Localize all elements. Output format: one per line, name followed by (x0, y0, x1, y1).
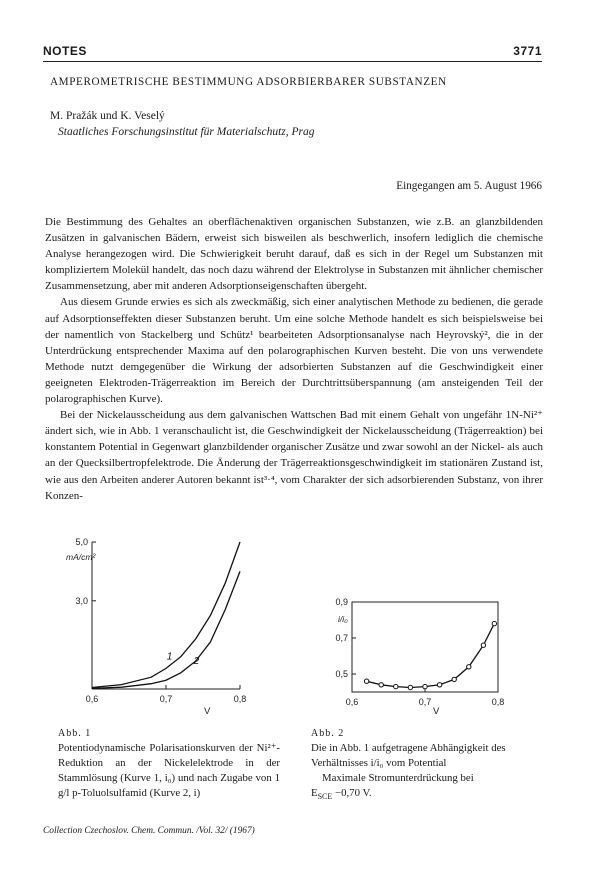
header-rule (43, 61, 542, 62)
potential-value: −0,70 V. (332, 787, 372, 799)
series-line (92, 542, 240, 688)
potential-subscript: SCE (317, 792, 333, 802)
figure-1-plot (66, 537, 246, 717)
paragraph-2: Aus diesem Grunde erwies es sich als zweckmäßig, sich einer analytischen Methode zu bedienen, die gerade auf Adsorptionseffekten dieser Substanzen beruht. Um eine solche Methode handelt es sich beispielsweise bei der namentlich von Stackelberg und Schütz¹ bearbeiteten Adsorptionsanalyse nach Heyrovský², die in der Unterdrückung entsprechender Maxima auf den polarographischen Kurven besteht. Die von uns verwendete Methode nutzt demgegenüber die Wirkung der adsorbierten Substanzen auf die Geschwindigkeit einer geeigneten Elektroden-Trägerreaktion im Bereich der Durchtrittsüberspannung (am ansteigenden Teil der polarographischen Kurve). (45, 296, 543, 406)
data-point (467, 665, 471, 669)
x-axis-label: V (204, 706, 211, 717)
y-axis-label: i/i₀ (338, 614, 348, 624)
figure-2-chart (318, 594, 528, 724)
x-tick-label: 0,7 (418, 697, 432, 707)
data-point (492, 621, 496, 625)
article-title: AMPEROMETRISCHE BESTIMMUNG ADSORBIERBARER SUBSTANZEN (50, 76, 447, 88)
y-tick-label: 0,5 (335, 669, 348, 679)
article-body (45, 214, 543, 504)
figure-1-label: Abb. 1 (58, 728, 92, 739)
x-tick-label: 0,8 (233, 694, 247, 704)
data-point (364, 679, 368, 683)
figure-2-caption-line2: Maximale Stromunterdrückung bei (322, 772, 474, 784)
series-label: 2 (193, 656, 200, 668)
data-point (481, 643, 485, 647)
data-point (379, 683, 383, 687)
paragraph-1: Die Bestimmung des Gehaltes an oberflächenaktiven organischen Substanzen, wie z.B. an glanzbildenden Zusätzen in galvanischen Bädern, erweist sich bisweilen als beschwerlich, insofern lediglich die chemische Analyse herangezogen wird. Die Schwierigkeit beruht darauf, daß es sich in der Regel um Substanzen mit kompliziertem Molekül handelt, das noch dazu während der Elektrolyse in Substanzen mit ähnlicher chemischer Zusammensetzung, aber mit anderen Adsorptionseigenschaften übergeht. (45, 216, 543, 293)
section-heading: NOTES (43, 44, 87, 58)
figure-2-caption: Die in Abb. 1 aufgetragene Abhängigkeit des Verhältnisses i/i₀ vom Potential (311, 742, 506, 769)
data-point (437, 683, 441, 687)
figure-1-chart (44, 532, 254, 722)
data-point (423, 684, 427, 688)
series-label: 1 (166, 651, 173, 663)
y-tick-label: 0,9 (335, 597, 348, 607)
figure-2-label: Abb. 2 (311, 728, 345, 739)
figure-1-caption: Potentiodynamische Polarisationskurven der Ni²⁺-Reduktion an der Nickelelektrode in der Stammlösung (Kurve 1, i₀) und nach Zugabe von 1 g/l p-Toluolsulfamid (Kurve 2, i) (58, 742, 280, 799)
figure-2-plot (335, 597, 504, 717)
journal-citation: Collection Czechoslov. Chem. Commun. /Vol. 32/ (1967) (43, 826, 255, 836)
series-line (367, 624, 495, 688)
received-date: Eingegangen am 5. August 1966 (396, 180, 542, 192)
data-point (394, 684, 398, 688)
potential-symbol: E (311, 787, 318, 799)
data-point (408, 685, 412, 689)
figure-2-frame (352, 602, 498, 692)
article-institution: Staatliches Forschungsinstitut für Materialschutz, Prag (58, 126, 315, 138)
paragraph-3: Bei der Nickelausscheidung aus dem galvanischen Wattschen Bad mit einem Gehalt von ungefähr 1N-Ni²⁺ ändert sich, wie in Abb. 1 veranschaulicht ist, die Geschwindigkeit der Nickelausscheidung (Trägerreaktion) bei konstantem Potential in Gegenwart glanzbildender organischer Zusätze und zwar sowohl an der Nickel- als auch an der Quecksilbertropfelektrode. Die Änderung der Trägerreaktionsgeschwindigkeit im stationären Zustand ist, wie aus den Arbeiten anderer Autoren bekannt ist³·⁴, vom Charakter der sich adsorbierenden Substanz, von ihrer Konzen- (45, 409, 543, 502)
y-tick-label: 3,0 (75, 595, 88, 606)
x-tick-label: 0,6 (85, 694, 99, 704)
data-point (452, 677, 456, 681)
page-number: 3771 (513, 44, 542, 58)
series-line (92, 571, 240, 688)
y-axis-label: mA/cm² (66, 552, 96, 562)
y-tick-label: 5,0 (75, 537, 88, 547)
x-axis-label: V (433, 706, 440, 717)
article-authors: M. Pražák und K. Veselý (50, 110, 165, 122)
figure-2-caption-line3 (311, 786, 372, 804)
x-tick-label: 0,6 (345, 697, 359, 707)
x-tick-label: 0,8 (491, 697, 505, 707)
y-tick-label: 0,7 (335, 633, 348, 643)
x-tick-label: 0,7 (159, 694, 173, 704)
